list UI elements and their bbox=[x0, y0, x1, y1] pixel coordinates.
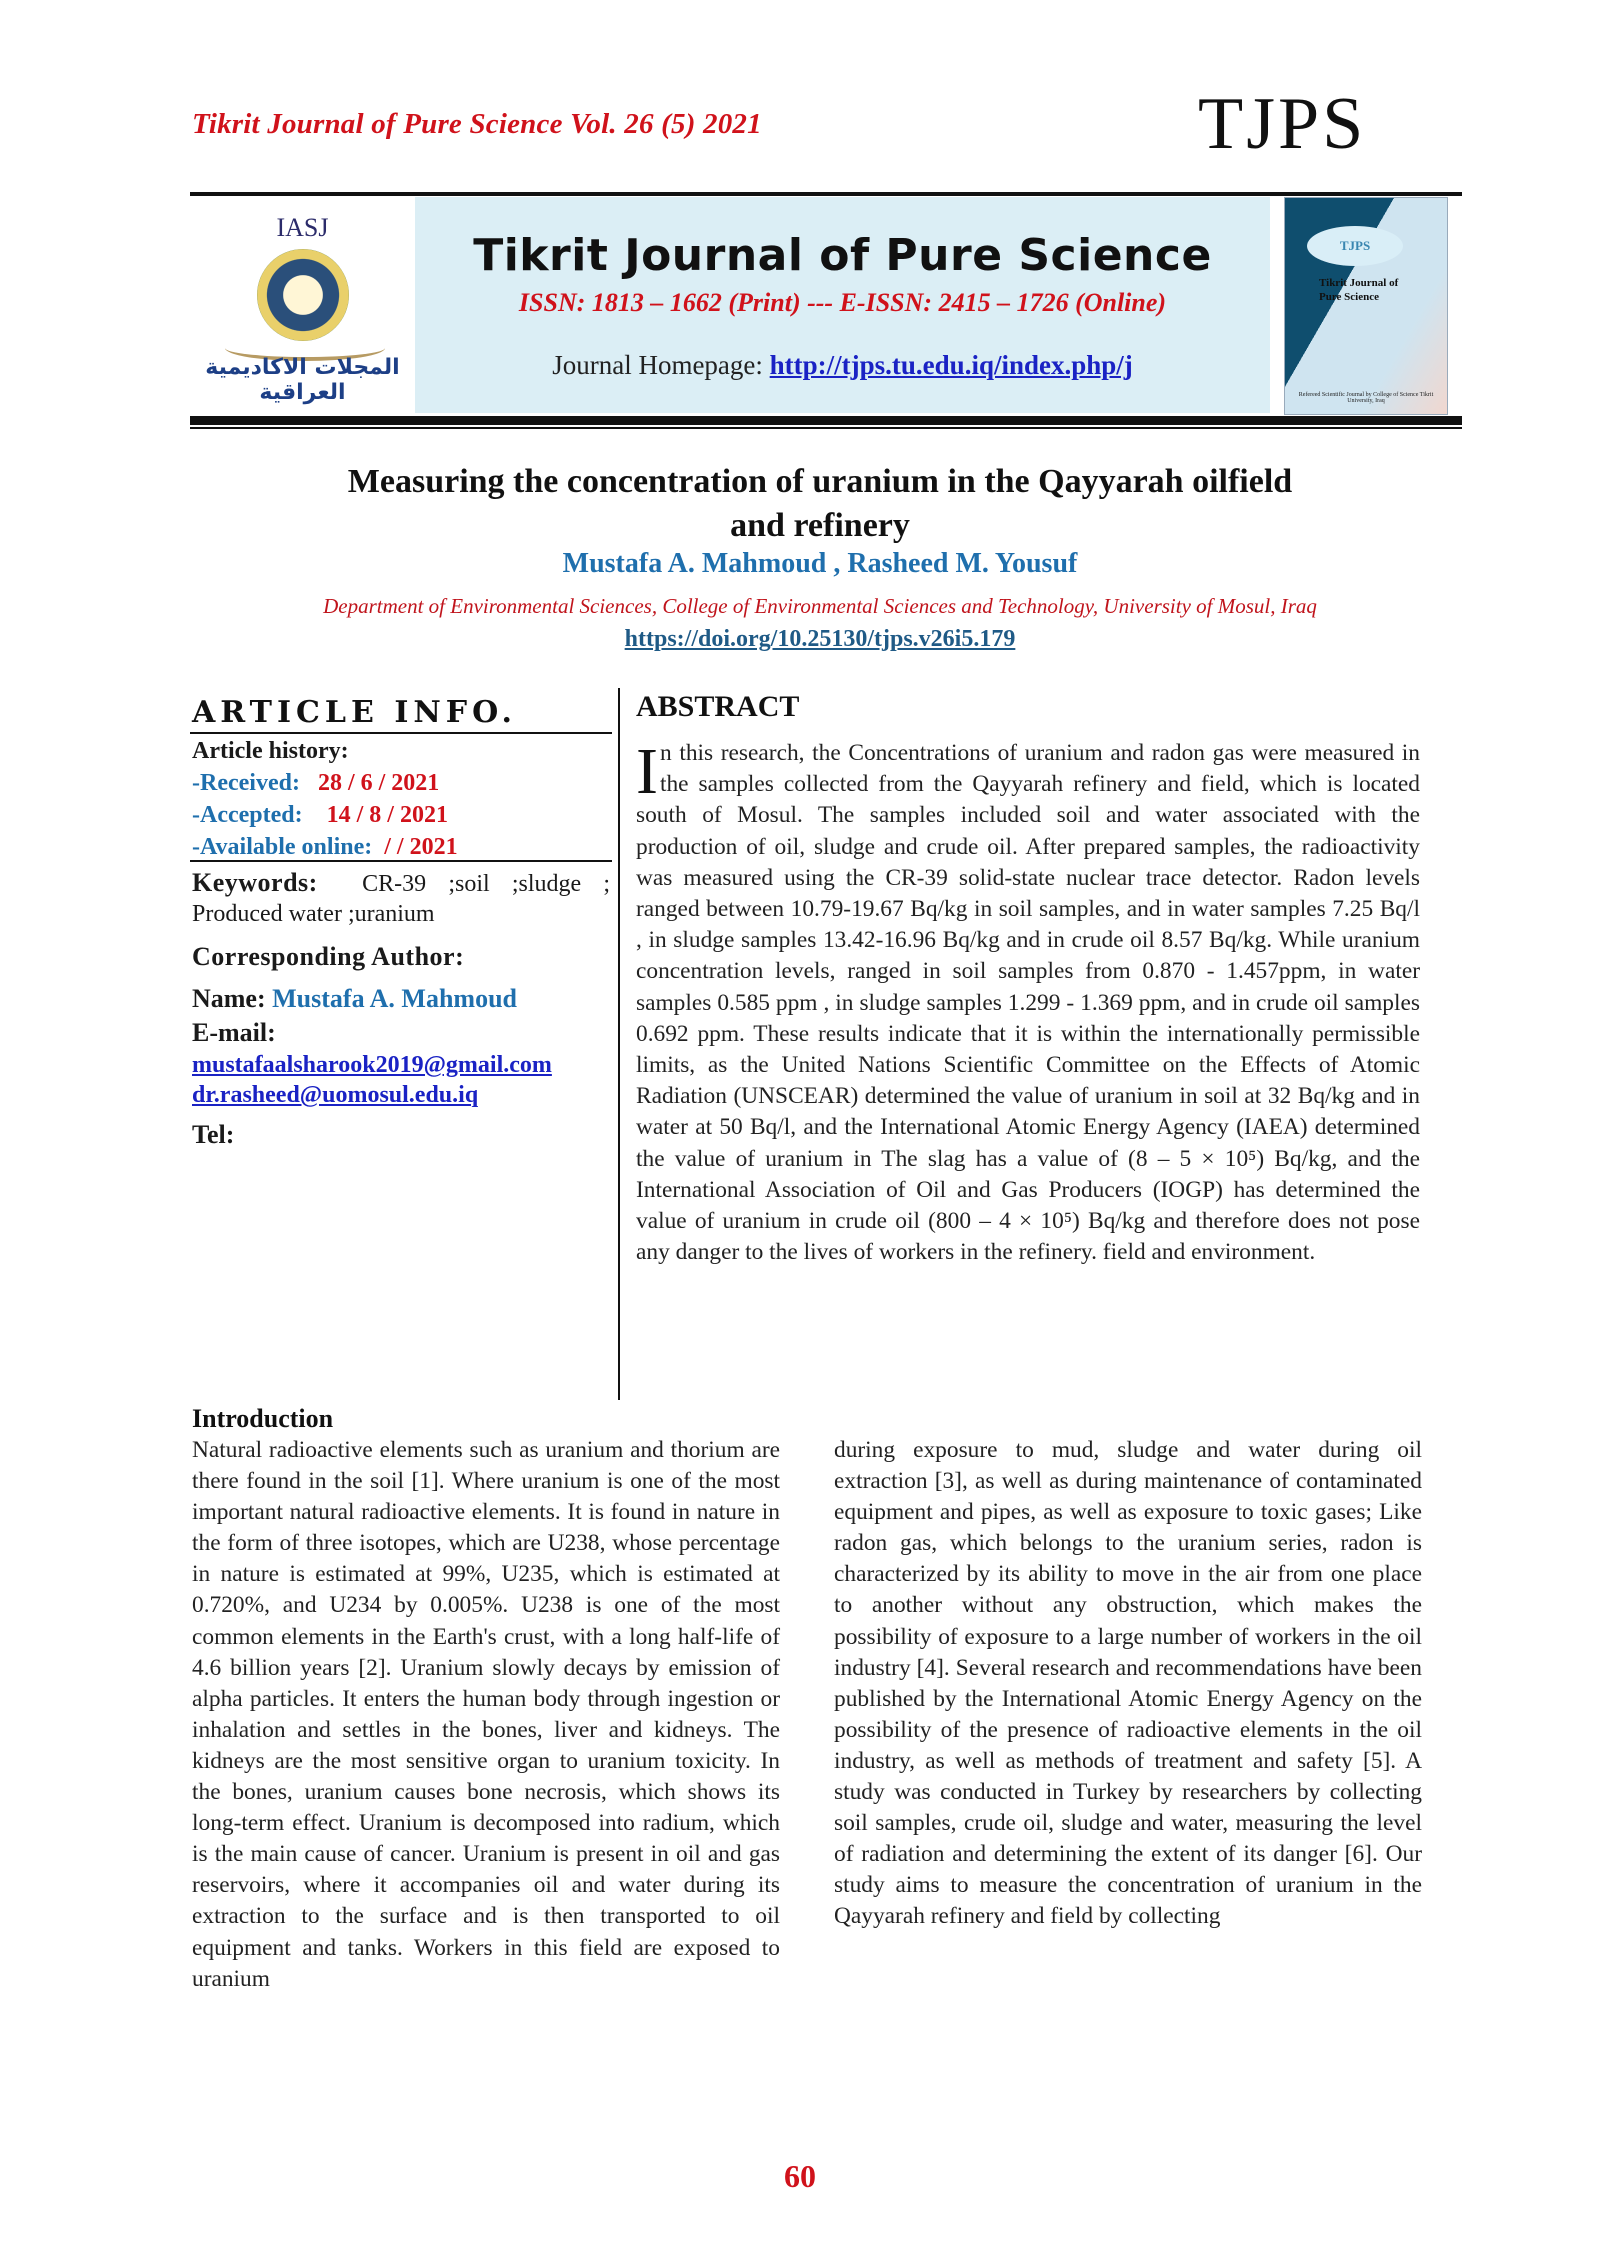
cover-badge: TJPS bbox=[1307, 226, 1403, 266]
doi bbox=[190, 626, 1450, 653]
abstract-dropcap: I bbox=[636, 735, 658, 808]
banner-top-rule bbox=[190, 192, 1462, 196]
cover-title bbox=[1319, 276, 1398, 304]
accepted-label: -Accepted: bbox=[192, 802, 303, 828]
banner-journal-title: Tikrit Journal of Pure Science bbox=[473, 230, 1212, 281]
article-info-rule-2 bbox=[190, 860, 612, 862]
iasj-arabic-label: المجلات الاكاديمية العراقية bbox=[205, 355, 400, 405]
journal-cover-image bbox=[1284, 197, 1448, 415]
doi-link[interactable]: https://doi.org/10.25130/tjps.v26i5.179 bbox=[624, 626, 1016, 652]
email-label: E-mail: bbox=[192, 1018, 276, 1047]
received-label: -Received: bbox=[192, 770, 300, 796]
keywords bbox=[192, 868, 610, 929]
introduction-heading: Introduction bbox=[192, 1404, 334, 1433]
corresponding-author-label: Corresponding Author: bbox=[192, 942, 465, 971]
email-link-1[interactable]: mustafaalsharook2019@gmail.com bbox=[192, 1052, 552, 1078]
article-authors: Mustafa A. Mahmoud , Rasheed M. Yousuf bbox=[562, 548, 1078, 579]
article-title-line1: Measuring the concentration of uranium in the Qayyarah oilfield bbox=[347, 463, 1293, 500]
banner-bottom-rule-thin bbox=[190, 427, 1462, 429]
available-value: / / 2021 bbox=[384, 834, 458, 860]
email-link-2[interactable]: dr.rasheed@uomosul.edu.iq bbox=[192, 1082, 479, 1108]
tel-label: Tel: bbox=[192, 1120, 235, 1149]
available-online-date bbox=[192, 831, 458, 863]
homepage-link[interactable]: http://tjps.tu.edu.iq/index.php/j bbox=[769, 350, 1133, 380]
running-header-journal: Tikrit Journal of Pure Science Vol. 26 (5) 2021 bbox=[192, 108, 762, 140]
received-date bbox=[192, 767, 439, 799]
introduction-left-column: Natural radioactive elements such as uranium and thorium are there found in the soil [1]. Where uranium is one of the most important natural radioactive elements. It is found in nature in the form of three isotopes, which are U238, whose percentage in nature is estimated at 99%, U235, which is estimated at 0.720%, and U234 by 0.005%. U238 is one of the most common elements in the Earth's crust, with a long half-life of 4.6 billion years [2]. Uranium slowly decays by emission of alpha particles. It enters the human body through ingestion or inhalation and settles in the bones, liver and kidneys. The kidneys are the most sensitive organ to uranium toxicity. In the bones, uranium causes bone necrosis, which shows its long-term effect. Uranium is decomposed into radium, which is the main cause of cancer. Uranium is present in oil and gas reservoirs, where it accompanies oil and water during its extraction to the surface and is then transported to oil equipment and tanks. Workers in this field are exposed to uranium bbox=[192, 1437, 780, 1992]
abstract-body bbox=[636, 735, 1420, 1268]
accepted-value: 14 / 8 / 2021 bbox=[326, 802, 448, 828]
article-info-rule bbox=[190, 732, 612, 734]
issn-line: ISSN: 1813 – 1662 (Print) --- E-ISSN: 2415 – 1726 (Online) bbox=[518, 288, 1167, 317]
journal-homepage bbox=[415, 350, 1270, 381]
name-label: Name: bbox=[192, 984, 273, 1013]
page-number: 60 bbox=[784, 2158, 816, 2194]
corresponding-author-name bbox=[192, 984, 517, 1014]
abstract-text: n this research, the Concentrations of uranium and radon gas were measured in the samples collected from the Qayyarah refinery and field, which is located south of Mosul. The samples included soil and water associated with the production of oil, sludge and crude oil. After prepared samples, the radioactivity was measured using the CR-39 solid-state nuclear trace detector. Radon levels ranged between 10.79-19.67 Bq/kg in soil samples, and in water samples 7.25 Bq/l , in sludge samples 13.42-16.96 Bq/kg and in crude oil 8.57 Bq/kg. While uranium concentration levels, ranged in soil samples from 0.870 - 1.457ppm, in water samples 0.585 ppm , in sludge samples 1.299 - 1.369 ppm, and in crude oil samples 0.692 ppm. These results indicate that it is within the internationally permissible limits, as the United Nations Scientific Committee on the Effects of Atomic Radiation (UNSCEAR) determined the value of uranium in soil at 32 Bq/kg and in water at 50 Bq/l, and the International Atomic Energy Agency (IAEA) determined the value of uranium in The slag has a value of (8 – 5 × 10⁵) Bq/kg, and the International Association of Oil and Gas Producers (IOGP) has determined the value of uranium in crude oil (800 – 4 × 10⁵) Bq/kg and therefore does not pose any danger to the lives of workers in the refinery. field and environment. bbox=[636, 740, 1420, 1266]
homepage-label: Journal Homepage: bbox=[552, 350, 770, 380]
iasj-logo bbox=[195, 205, 410, 405]
cover-title-line2: Pure Science bbox=[1319, 291, 1379, 303]
article-history-label: Article history: bbox=[192, 738, 349, 764]
available-label: -Available online: bbox=[192, 834, 373, 860]
iasj-logo-label: IASJ bbox=[276, 213, 329, 242]
article-info-heading: ARTICLE INFO. bbox=[192, 695, 517, 730]
author-affiliation: Department of Environmental Sciences, College of Environmental Sciences and Technology, University of Mosul, Iraq bbox=[323, 594, 1317, 618]
keywords-value: CR-39 ;soil ;sludge ; Produced water ;uranium bbox=[192, 871, 610, 927]
article-title-line2: and refinery bbox=[730, 507, 910, 544]
introduction-right-column: during exposure to mud, sludge and water during oil extraction [3], as well as during maintenance of contaminated equipment and pipes, as well as exposure to toxic gases; Like radon gas, which belongs to the uranium series, radon is characterized by its ability to move in the air from one place to another without any obstruction, which makes the possibility of exposure to a large number of workers in the oil industry [4]. Several research and recommendations have been published by the International Atomic Energy Agency on the possibility of the presence of radioactive elements in the oil industry, as well as methods of treatment and safety [5]. A study was conducted in Turkey by researchers by collecting soil samples, crude oil, sludge and water, measuring the level of radiation and determining the extent of its danger [6]. Our study aims to measure the concentration of uranium in the Qayyarah refinery and field by collecting bbox=[834, 1437, 1422, 1930]
cover-footer: Refereed Scientific Journal by College of Science Tikrit University, Iraq bbox=[1298, 392, 1434, 404]
name-value: Mustafa A. Mahmoud bbox=[272, 984, 517, 1013]
keywords-label: Keywords: bbox=[192, 868, 318, 897]
banner-bottom-rule-thick bbox=[190, 416, 1462, 425]
iasj-seal-icon bbox=[257, 249, 349, 341]
column-divider bbox=[618, 688, 620, 1400]
received-value: 28 / 6 / 2021 bbox=[317, 770, 440, 796]
journal-brand-mark: TJPS bbox=[1198, 83, 1367, 165]
accepted-date bbox=[192, 799, 448, 831]
article-title bbox=[190, 460, 1450, 548]
abstract-heading: ABSTRACT bbox=[636, 690, 800, 723]
cover-title-line1: Tikrit Journal of bbox=[1319, 277, 1399, 289]
